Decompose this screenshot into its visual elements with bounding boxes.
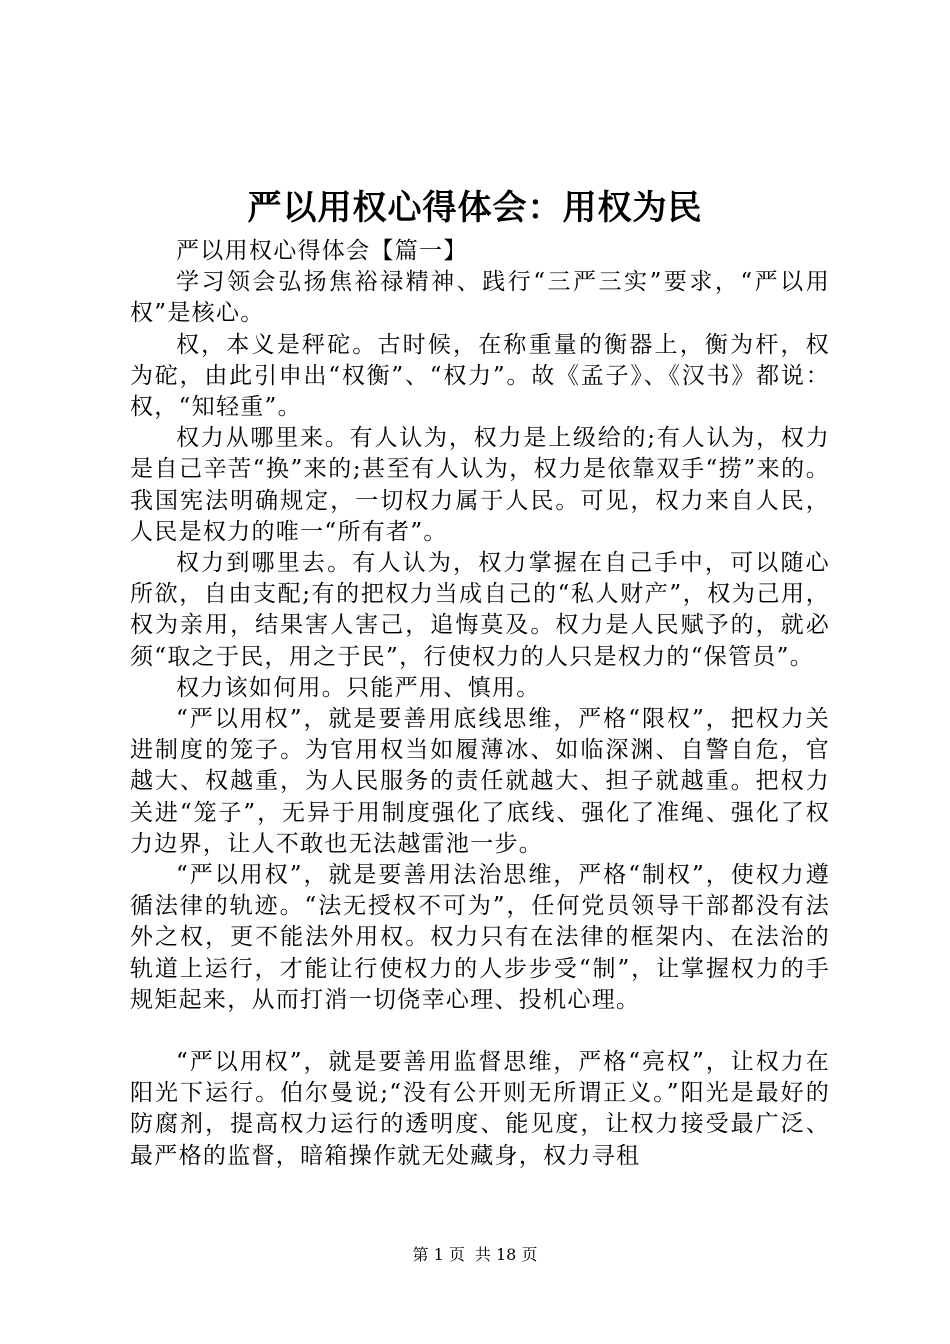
page-footer [0,1244,950,1266]
paragraph: 权，本义是秤砣。古时候，在称重量的衡器上，衡为杆，权为砣，由此引申出“权衡”、“权力”。故《孟子》、《汉书》都说：权，“知轻重”。 [130,331,830,421]
paragraph: 权力从哪里来。有人认为，权力是上级给的;有人认为，权力是自己辛苦“换”来的;甚至有人认为，权力是依靠双手“捞”来的。我国宪法明确规定，一切权力属于人民。可见，权力来自人民，人民是权力的唯一“所有者”。 [130,425,830,545]
paragraph-section-heading: 严以用权心得体会【篇一】 [176,238,468,264]
document-title: 严以用权心得体会：用权为民 [247,188,703,228]
document-body [130,236,830,1172]
paragraph: “严以用权”，就是要善用底线思维，严格“限权”，把权力关进制度的笼子。为官用权当如履薄冰、如临深渊、自警自危，官越大、权越重，为人民服务的责任就越大、担子就越重。把权力关进“笼子”，无异于用制度强化了底线、强化了准绳、强化了权力边界，让人不敢也无法越雷池一步。 [130,706,830,857]
paragraph: 权力该如何用。只能严用、慎用。 [176,674,541,701]
page-total: 共 18 页 [474,1245,538,1264]
page-number: 第 1 页 [412,1245,465,1264]
paragraph: 学习领会弘扬焦裕禄精神、践行“三严三实”要求，“严以用权”是核心。 [130,269,830,327]
paragraph: 权力到哪里去。有人认为，权力掌握在自己手中，可以随心所欲，自由支配;有的把权力当成自己的“私人财产”，权为己用，权为亲用，结果害人害己，追悔莫及。权力是人民赋予的，就必须“取之于民，用之于民”，行使权力的人只是权力的“保管员”。 [130,550,830,670]
paragraph: “严以用权”，就是要善用监督思维，严格“亮权”，让权力在阳光下运行。伯尔曼说;“没有公开则无所谓正义。”阳光是最好的防腐剂，提高权力运行的透明度、能见度，让权力接受最广泛、最严格的监督，暗箱操作就无处藏身，权力寻租 [130,1049,830,1169]
paragraph: “严以用权”，就是要善用法治思维，严格“制权”，使权力遵循法律的轨迹。“法无授权不可为”，任何党员领导干部都没有法外之权，更不能法外用权。权力只有在法律的框架内、在法治的轨道上运行，才能让行使权力的人步步受“制”，让掌握权力的手规矩起来，从而打消一切侥幸心理、投机心理。 [130,862,830,1013]
